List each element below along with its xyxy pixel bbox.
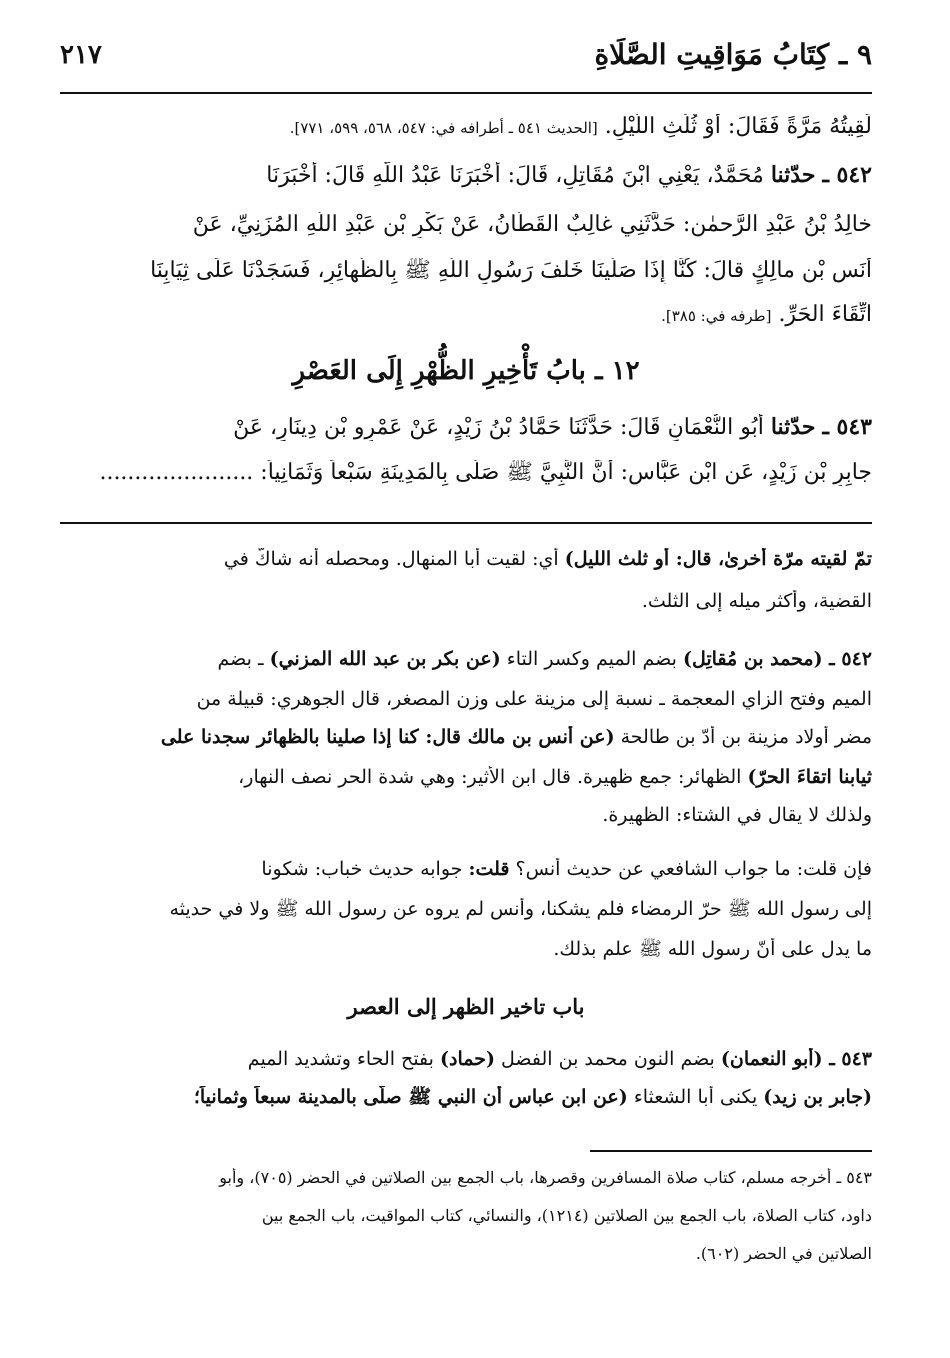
hadith-lead: حدّثنا	[770, 414, 816, 440]
commentary-line: ثيابنا اتقاءَ الحرّ) الظهائر: جمع ظهيرة. قال ابن الأثير: وهي شدة الحر نصف النهار،	[238, 766, 872, 788]
hadith-542-line: ٥٤٢ ـ حدّثنا مُحَمَّدٌ، يَعْنِي ابْنَ مُقَاتِلٍ، قَالَ: أَخْبَرَنَا عَبْدُ اللَّهِ قَالَ: أَخْبَرَنَا	[266, 162, 872, 188]
commentary-line: فإن قلت: ما جواب الشافعي عن حديث أنس؟ قلت: جوابه حديث خباب: شكونا	[261, 858, 872, 880]
commentary-chapter-heading: باب تاخير الظهر إلى العصر	[347, 994, 585, 1019]
hadith-lead: حدّثنا	[770, 162, 816, 188]
commentary-line: إلى رسول الله ﷺ حرّ الرمضاء فلم يشكنا، وأنس لم يروه عن رسول الله ﷺ ولا في حديثه	[169, 898, 872, 920]
commentary-line: ٥٤٣ ـ (أبو النعمان) بضم النون محمد بن الفضل (حماد) بفتح الحاء وتشديد الميم	[247, 1048, 872, 1070]
chapter-heading: ١٢ ـ بابُ تَأْخِيرِ الظُّهْرِ إِلَى العَصْرِ	[292, 356, 640, 386]
footnote-line: الصلاتين في الحضر (٦٠٢).	[695, 1244, 872, 1263]
commentary-line: ما يدل على أنّ رسول الله ﷺ علم بذلك.	[553, 938, 872, 960]
commentary-line: تمّ لقيته مرّة أخرىٰ، قال: أو ثلث الليل) أي: لقيت أبا المنهال. ومحصله أنه شاكٌّ في	[223, 548, 872, 570]
commentary-line: (جابر بن زيد) يكنى أبا الشعثاء (عن ابن عباس أن النبي ﷺ صلّى بالمدينة سبعاً وثمانياً؛	[193, 1086, 872, 1108]
hadith-542-line: اتِّقَاءَ الحَرِّ. [طرفه في: ٣٨٥].	[661, 302, 872, 327]
footnote-line: ٥٤٣ ـ أخرجه مسلم، كتاب صلاة المسافرين وقصرها، باب الجمع بين الصلاتين في الحضر (٧٠٥)، وأبو	[219, 1168, 872, 1187]
hadith-542-line: أَنَسِ بْنِ مالِكٍ قالَ: كُنَّا إِذَا صَلَّينَا خَلفَ رَسُولِ اللَّهِ ﷺ بِالظَّهائِرِ، فَسَجَدْنَا عَلَى ثِيَابِنَا	[150, 258, 872, 283]
hadith-543-line: جابِرِ بْنِ زَيْدٍ، عَنِ ابْنِ عَبَّاسٍ: أَنَّ النَّبِيَّ ﷺ صَلَّى بِالمَدِينَةِ سَبْعاً وَثَمَانِياً: ......................	[99, 460, 872, 485]
hadith-reference: [طرفه في: ٣٨٥].	[661, 307, 772, 325]
hadith-reference: [الحديث ٥٤١ ـ أطرافه في: ٥٤٧، ٥٦٨، ٥٩٩، ٧٧١].	[289, 119, 598, 137]
footnote-rule	[590, 1150, 872, 1152]
matn-line: لَقِيتُهُ مَرَّةً فَقَالَ: أَوْ ثُلُثِ اللَّيْلِ. [الحديث ٥٤١ ـ أطرافه في: ٥٤٧، ٥٦٨، ٥٩٩، ٧٧١].	[289, 114, 872, 139]
hadith-542-line: خالِدُ بْنُ عَبْدِ الرَّحمٰنِ: حَدَّثَنِي غالِبٌ القَطَّانُ، عَنْ بَكْرِ بْنِ عَبْدِ اللَّهِ المُزَنِيِّ، عَنْ	[192, 212, 872, 237]
running-header	[60, 30, 872, 86]
commentary-line: الميم وفتح الزاي المعجمة ـ نسبة إلى مزينة على وزن المصغر، قال الجوهري: قبيلة من	[196, 688, 872, 710]
chapter-title: ٩ ـ كِتَابُ مَوَاقِيتِ الصَّلَاةِ	[594, 38, 872, 71]
hadith-number: ٥٤٣ ـ	[822, 414, 872, 440]
footnote-line: داود، كتاب الصلاة، باب الجمع بين الصلاتين (١٢١٤)، والنسائي، كتاب المواقيت، باب الجمع بين	[261, 1206, 872, 1225]
page-number: ٢١٧	[60, 40, 102, 70]
commentary-line: ٥٤٢ ـ (محمد بن مُقاتِل) بضم الميم وكسر التاء (عن بكر بن عبد الله المزني) ـ بضم	[217, 648, 872, 670]
header-rule	[60, 92, 872, 94]
commentary-line: القضية، وأكثر ميله إلى الثلث.	[641, 590, 872, 612]
hadith-543-line: ٥٤٣ ـ حدّثنا أَبُو النُّعْمَانِ قَالَ: حَدَّثَنَا حَمَّادُ بْنُ زَيْدٍ، عَنْ عَمْرِو بْنِ دِينَارٍ، عَنْ	[233, 414, 872, 440]
commentary-line: مضر أولاد مزينة بن أدّ بن طالحة (عن أنس بن مالك قال: كنا إذا صلينا بالظهائر سجدنا على	[160, 726, 872, 748]
section-rule	[60, 522, 872, 524]
hadith-number: ٥٤٢ ـ	[822, 162, 872, 188]
commentary-line: ولذلك لا يقال في الشتاء: الظهيرة.	[602, 804, 872, 826]
